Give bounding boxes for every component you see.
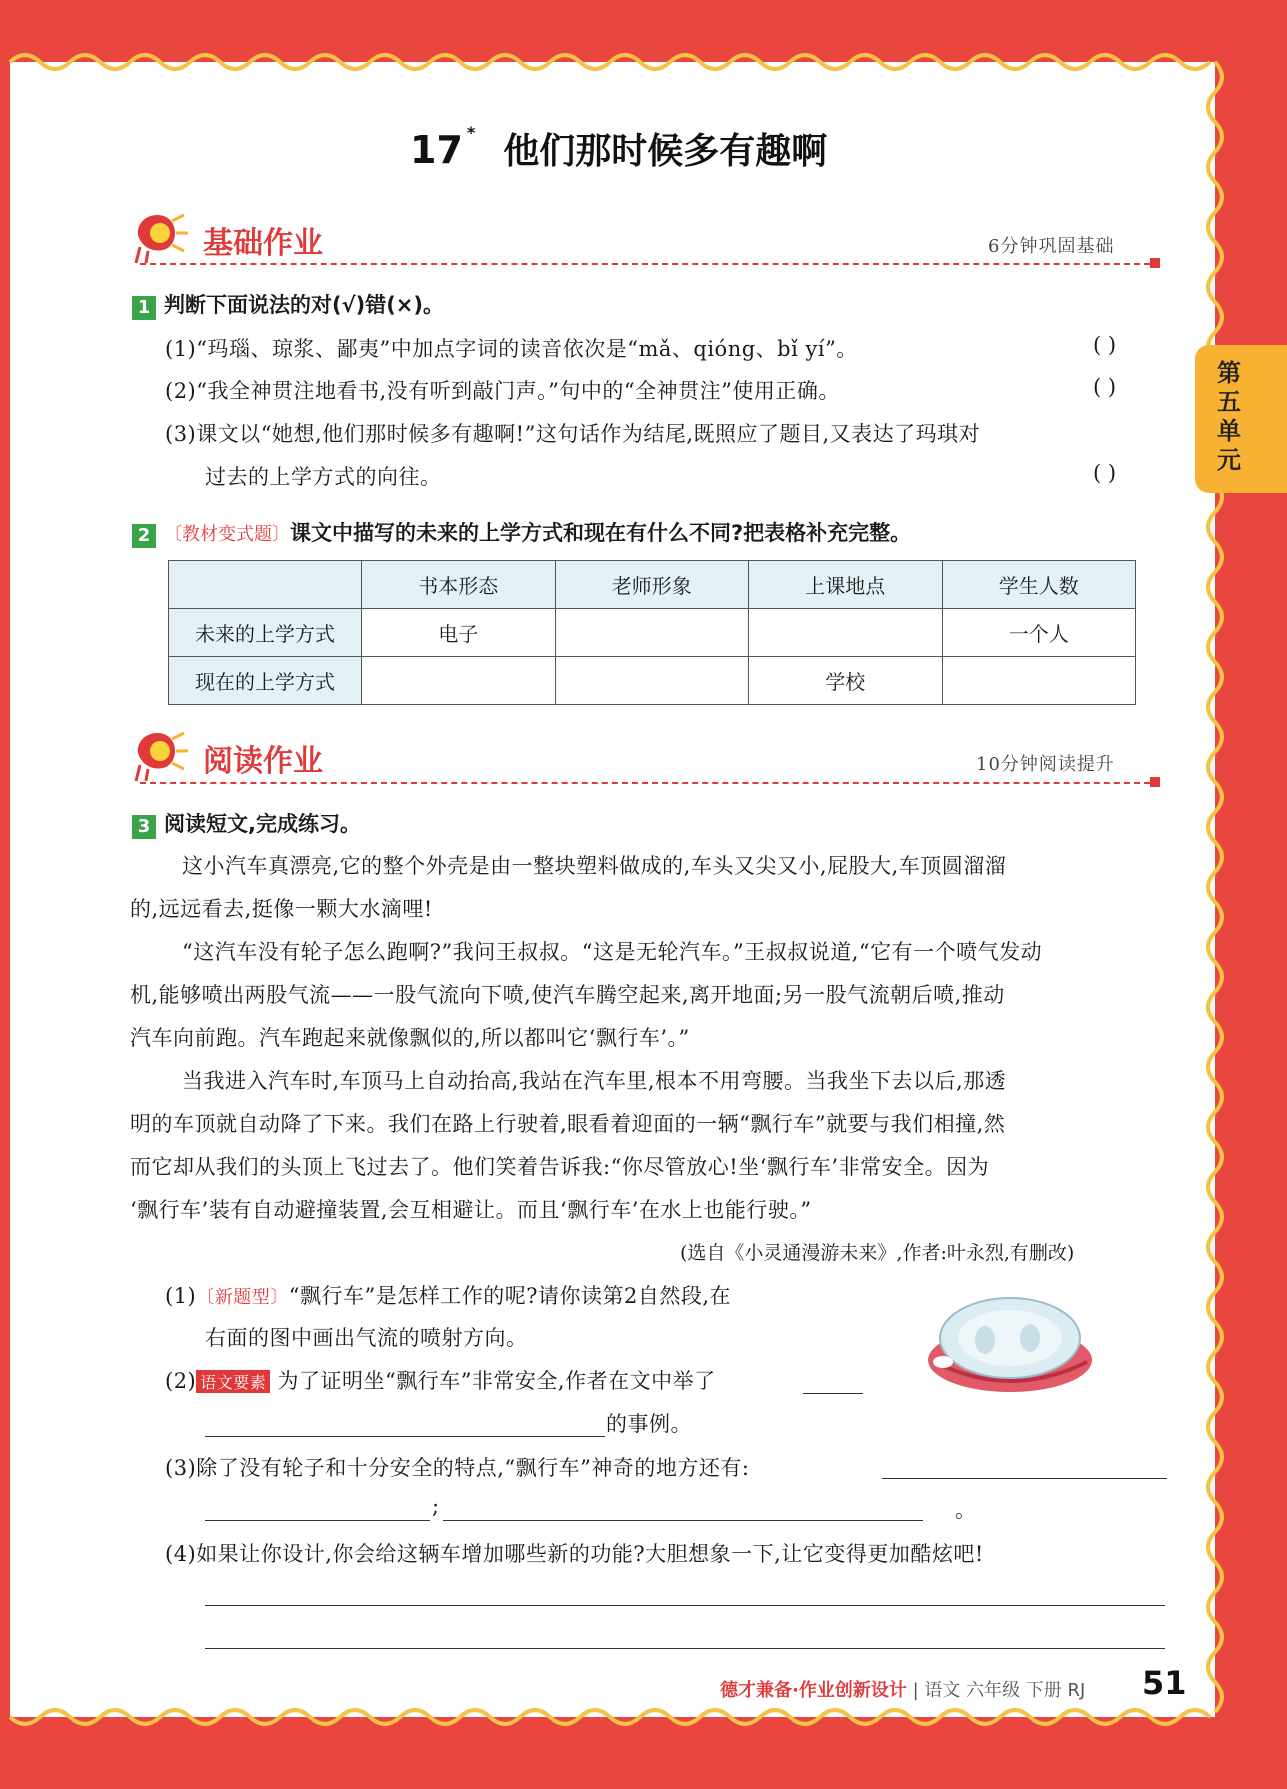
passage-line: 明的车顶就自动降了下来。我们在路上行驶着,眼看着迎面的一辆“飘行车”就要与我们相撞,然 <box>130 1112 1006 1136</box>
hover-car-illustration[interactable] <box>915 1280 1095 1405</box>
q3-sub3: (3)除了没有轮子和十分安全的特点,“飘行车”神奇的地方还有: <box>165 1456 750 1480</box>
table-cell[interactable]: 学校 <box>749 657 943 705</box>
q3-sub2-tag: 语文要素 <box>196 1370 270 1393</box>
q3-sub2-text: 为了证明坐“飘行车”非常安全,作者在文中举了 <box>277 1369 716 1393</box>
table-header-cell: 上课地点 <box>749 561 943 609</box>
q1-item-2: (2)“我全神贯注地看书,没有听到敲门声。”句中的“全神贯注”使用正确。 <box>165 379 840 403</box>
table-row <box>169 657 1136 705</box>
footer-info: | 语文 六年级 下册 RJ <box>912 1680 1086 1701</box>
q3-sub2-blank-1[interactable] <box>803 1393 863 1394</box>
q3-prompt: 阅读短文,完成练习。 <box>164 812 361 836</box>
comparison-table <box>168 560 1136 705</box>
passage-line: ‘飘行车’装有自动避撞装置,会互相避让。而且‘飘行车’在水上也能行驶。” <box>130 1198 812 1222</box>
q3-sub1-cont: 右面的图中画出气流的喷射方向。 <box>205 1326 528 1350</box>
table-header-cell: 学生人数 <box>942 561 1136 609</box>
q1-answer-2[interactable]: ( ) <box>1093 375 1117 399</box>
q1-item-3-cont: 过去的上学方式的向往。 <box>205 465 442 489</box>
table-cell[interactable] <box>942 657 1136 705</box>
section-reading-title: 阅读作业 <box>203 744 323 779</box>
q3-sub3-blank-1[interactable] <box>882 1478 1167 1479</box>
table-cell[interactable] <box>362 657 556 705</box>
table-row <box>169 609 1136 657</box>
q3-sub3-blank-3[interactable] <box>443 1520 923 1521</box>
passage-source: (选自《小灵通漫游未来》,作者:叶永烈,有删改) <box>680 1242 1075 1264</box>
section-reading-divider <box>140 782 1150 784</box>
q3-sub1-tag: 〔新题型〕 <box>196 1287 289 1308</box>
q3-number: 3 <box>132 815 156 839</box>
lamp-icon <box>130 725 190 785</box>
passage-line: 当我进入汽车时,车顶马上自动抬高,我站在汽车里,根本不用弯腰。当我坐下去以后,那透 <box>182 1069 1007 1093</box>
q1-prompt: 判断下面说法的对(√)错(×)。 <box>164 293 444 317</box>
passage-line: 的,远远看去,挺像一颗大水滴哩! <box>130 897 433 921</box>
unit-side-tab-label: 第五单元 <box>1217 359 1241 474</box>
q3-sub2-label: (2) <box>165 1369 197 1393</box>
table-cell[interactable] <box>555 657 749 705</box>
q1-item-1: (1)“玛瑙、琼浆、鄙夷”中加点字词的读音依次是“mǎ、qióng、bǐ yí”。 <box>165 337 858 361</box>
table-cell[interactable] <box>749 609 943 657</box>
q1-item-3: (3)课文以“她想,他们那时候多有趣啊!”这句话作为结尾,既照应了题目,又表达了玛琪对 <box>165 422 981 446</box>
q3-heading <box>132 808 361 839</box>
table-cell[interactable]: 电子 <box>362 609 556 657</box>
table-header-cell: 书本形态 <box>362 561 556 609</box>
lamp-icon <box>130 207 190 267</box>
q3-sub3-sep: ; <box>432 1494 440 1518</box>
section-basic-title: 基础作业 <box>203 226 323 261</box>
table-cell[interactable] <box>555 609 749 657</box>
q3-sub4-answer-line-2[interactable] <box>205 1648 1165 1649</box>
table-row-header: 现在的上学方式 <box>169 657 362 705</box>
q3-sub4: (4)如果让你设计,你会给这辆车增加哪些新的功能?大胆想象一下,让它变得更加酷炫吧! <box>165 1542 984 1566</box>
passage-line: 这小汽车真漂亮,它的整个外壳是由一整块塑料做成的,车头又尖又小,屁股大,车顶圆溜溜 <box>182 854 1007 878</box>
q3-sub1-label: (1) <box>165 1284 197 1308</box>
table-header-cell: 老师形象 <box>555 561 749 609</box>
unit-side-tab[interactable] <box>1195 345 1287 493</box>
table-header-cell <box>169 561 362 609</box>
q1-answer-3[interactable]: ( ) <box>1093 461 1117 485</box>
section-basic-divider <box>140 263 1150 265</box>
q1-number: 1 <box>132 296 156 320</box>
divider-end-marker <box>1150 258 1160 268</box>
q3-sub2-blank-2[interactable] <box>205 1436 605 1437</box>
page-title <box>410 123 827 174</box>
lesson-number: 17 <box>410 128 463 172</box>
passage-line: “这汽车没有轮子怎么跑啊?”我问王叔叔。“这是无轮汽车。”王叔叔说道,“它有一个喷气发动 <box>182 940 1043 964</box>
q1-heading <box>132 289 444 320</box>
lesson-title: 他们那时候多有趣啊 <box>503 131 828 172</box>
page-number: 51 <box>1142 1664 1187 1702</box>
q3-sub4-answer-line-1[interactable] <box>205 1605 1165 1606</box>
footer-text <box>720 1676 1085 1702</box>
q3-sub1 <box>165 1280 731 1310</box>
q2-prompt: 课文中描写的未来的上学方式和现在有什么不同?把表格补充完整。 <box>290 521 912 545</box>
section-reading-note: 10分钟阅读提升 <box>976 754 1115 775</box>
q3-sub3-end: 。 <box>955 1498 977 1522</box>
q3-sub1-text: “飘行车”是怎样工作的呢?请你读第2自然段,在 <box>288 1284 732 1308</box>
footer-brand: 德才兼备·作业创新设计 <box>720 1680 907 1701</box>
table-cell[interactable]: 一个人 <box>942 609 1136 657</box>
passage-line: 汽车向前跑。汽车跑起来就像飘似的,所以都叫它‘飘行车’。” <box>130 1026 690 1050</box>
q2-heading <box>132 517 911 548</box>
q2-number: 2 <box>132 524 156 548</box>
q3-sub2 <box>165 1365 716 1395</box>
section-basic-note: 6分钟巩固基础 <box>988 236 1115 257</box>
table-header-row <box>169 561 1136 609</box>
lesson-star: * <box>466 123 476 142</box>
q2-tag: 〔教材变式题〕 <box>164 524 290 545</box>
table-row-header: 未来的上学方式 <box>169 609 362 657</box>
passage-line: 而它却从我们的头顶上飞过去了。他们笑着告诉我:“你尽管放心!坐‘飘行车’非常安全。因为 <box>130 1155 990 1179</box>
q1-answer-1[interactable]: ( ) <box>1093 333 1117 357</box>
divider-end-marker <box>1150 777 1160 787</box>
passage-line: 机,能够喷出两股气流——一股气流向下喷,使汽车腾空起来,离开地面;另一股气流朝后喷,推动 <box>130 983 1005 1007</box>
q3-sub2-end: 的事例。 <box>606 1412 692 1436</box>
q3-sub3-blank-2[interactable] <box>205 1520 430 1521</box>
